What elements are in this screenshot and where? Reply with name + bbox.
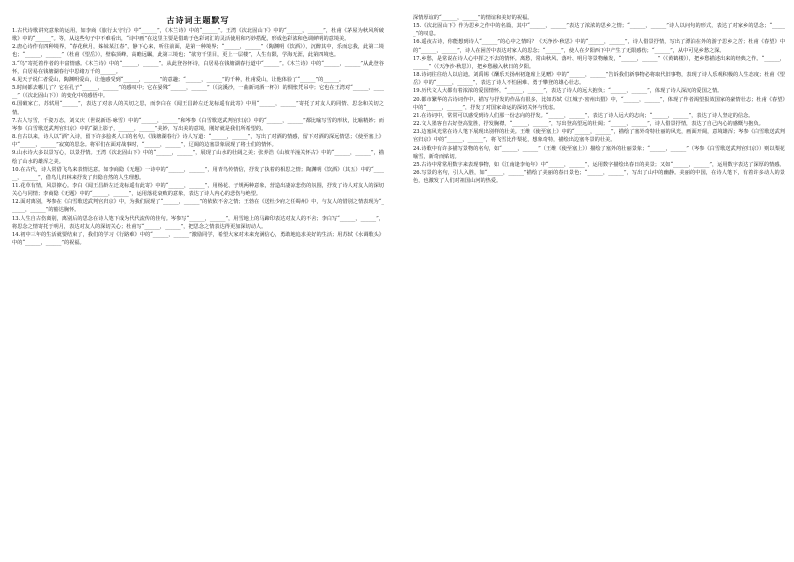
question-item: 24.诗歌中有许多描写景物的名句，如“______，______”（王维《使至塞上》）描绘了塞外的壮丽景象；“______，______”（岑参《白雪歌送武判官归京》）则以梨花喻雪，新奇而贴切。 (413, 145, 785, 160)
question-item: 7.古人写雪，千姿万态，刘义庆（世说新语·咏雪）中的“______，______”和岑参《白雪歌送武判官归京》中的“______，______”都比喻写雪的形状，比喻精妙；而岑参《白雪歌送武判官归京》中的“湖上影子，______，______”美妙，写出美的意境，刚好就是我们所希望的。 (12, 117, 384, 132)
question-item: 18.诗词往往给人以启迪。刘禹锡《酬乐天扬州初逢席上见赠》中的“______，______”告诉我们新事物必将取代旧事物，表现了诗人乐观积极的人生态度；杜甫《望岳》中的“______，______”，表达了诗人不怕困难、勇于攀登的雄心壮志。 (413, 72, 785, 87)
question-item: 深情厚谊的“______，______”的情谊和美好的祝福。 (413, 15, 533, 21)
question-item: 19.历代文人大都有着浓浓的爱国情怀，“______，______”，表达了诗人的远大抱负；“______，______”，体现了诗人深沉的爱国之情。 (413, 88, 723, 95)
page-title: 古诗词主题默写 (166, 15, 230, 25)
question-item: 4.见天子说仁者爱山，陶渊明爱山，让他感受到“______，______”的意趣；“______，______”的千种，杜甫爱山，让他体验了“______”的______。 (12, 76, 345, 83)
question-item: 25.古诗中常常用数字来表现事物，如《江南逢李龟年》中“______，______”，运用数字描绘出春日的美景；又如“______，______”，运用数字表达了深厚的情感。 (413, 161, 785, 168)
question-item: 20.都市繁华的古诗词作中，描写与抒发的作品有很多，比如苏轼《江城子·密州出猎》中，“______，______”，体现了作者渴望报效国家的豪情壮志；杜甫《春望》中的“______，______”，抒发了对国家命运的深切关怀与忧虑。 (413, 96, 785, 111)
question-item: 16.遥夜古诗，你能想到诗人“______”的心中之情吗？《天净沙·秋思》中的“______，______”，诗人借景抒情，写出了漂泊在外的游子思乡之苦；杜甫《春望》中的“______，______”，诗人在困苦中表达对家人的思念；“______”，使人在夕阳西下中产生了无限感伤；“______”，从中可见乡愁之深。 (413, 39, 785, 54)
question-item: 1.古代诗歌讲究意象的运用，如李商《旅行太守行》中“______”，《木兰诗》中的“______”。王湾《次北固山下》中的“______，______”，杜甫《茅屋为秋风所破歌》中的“______”。等，从这些句子中不难看出，“诗中画”在这里主要是借助于色彩词汇的灵活使用和巧妙搭配，形成色彩浓和色调鲜明的意境美。 (12, 28, 384, 43)
question-item: 11.花草有情，风景撩心。李白《闻王昌龄左迁龙标遥有此寄》中的“______，______”，用杨花、子规两种意象，营造出凄凉悲伤的氛围，抒发了诗人对友人的深切关心与同情；李商隐《无题》中的“______，______”，运用落花衰败的意象，表达了诗人内心的悲伤与绝望。 (12, 182, 384, 198)
question-item: 8.自古以来，诗人以“酒”入诗，留下许多脍炙人口的名句。《钱塘湖春行》诗人写道：“______，______”，写出了对酒的情感，留下对酒的深远情思；《使至塞上》中“______，______”寂寞的思念。将军们在面对战事时，“______，______”，辽阔的边塞景象展现了将士们的情怀。 (12, 134, 384, 149)
right-column (413, 14, 785, 185)
question-item: 2.唐心诗作有四种境界，“春花秋月，姊妹某江春”，静下心来，听往前面，是第一种境界；“______，______”（陶渊明《饮酒》），沉醉其中，乐而忘我，此第二境也；“______，______”（杜甫《望岳》），壁临顶峰，高瞻远瞩，此第三境也；“欲穷千里目，更上一层楼”，人生有限，学海无涯，此第四境也。 (12, 44, 384, 59)
question-item: 14.初中三年的生活就要结束了，我们的学习《行路难》中的“______，______”激励同学，希望大家对未来充满信心，勇敢地追求美好的生活；用苏轼《水调歌头》中的“______，______”的祝福。 (12, 231, 384, 247)
question-item: 10.在古代，诗人常借飞鸟来表情达意。如李商隐《无题》一诗中的“______，______”，用青鸟传情信，抒发了执着的相思之情；陶渊明《饮酒》（其五）中的“______，______”，借鸟儿归林来抒发了归隐自然的人生理想。 (12, 166, 384, 181)
question-item: 9.山水诗大多以景写心，以景抒情。王湾《次北固山下》中的“______，______”，展现了山水的壮阔之美；张养浩《山坡羊潼关怀古》中的“______，______”，描绘了山水的雄浑之美。 (12, 150, 384, 165)
question-item: 5.时间都去哪儿了？它在孔子“______，______”的感叹中；它在晏殊“______，______”（《浣溪沙，一曲新词酒一杯》）的惆怅凭吊中；它也在王湾对“______，______”（《次北固山下》）的变化中的感悟中。 (12, 85, 384, 100)
question-item: 21.在诗词中，常常可以感受到诗人们那一份志向的抒发。“______，______”，表达了诗人远大的志向；“______，______”，表达了诗人坚定的信念。 (413, 112, 754, 119)
question-item: 22.文人墨客自古好登高览胜，抒发胸襟，“______，______”，写出登高望远的壮阔；“______，______”，诗人借景抒情，表达了自己内心的感慨与抱负。 (413, 121, 764, 128)
question-item: 17.乡愁，是常说在诗人心中挥之不去的情怀。离愁，常由秋风、落叶、明月等景物触发，“______，______”（《黄鹤楼》），把乡愁描述出来的经典之作。“______，______”（《天净沙·秋思》），把乡愁融入秋日的夕阳。 (413, 55, 785, 70)
question-item: 13.人生自古伤离别，离别后的思念在诗人笔下成为代代流传的佳句。岑参写“______，______”，用雪地上的马蹄印表达对友人的不舍；李白写“______，______”，将思念之情寄托于明月，表达对友人的深切关心；杜甫写“______，______”，把思念之情表达得更加深切动人。 (12, 215, 384, 230)
question-item: 26.写景的名句，引人入胜，如“______，______”描绘了美丽的春日景色；“______，______”，写出了山中的幽静。美丽的中国，在诗人笔下，有着许多动人的景色，也激发了人们对祖国山河的热爱。 (413, 169, 785, 185)
question-item: 15.《次北固山下》作为思乡之作中的名篇，其中“______，______”表达了浓浓的思乡之情；“______，______”诗人以问句的形式，表达了对家乡的思念；“______”的叹息。 (413, 23, 785, 38)
question-item: 6.国破家亡，苏轼用“______”，表达了对亲人的关切之思，而李白在《闻王昌龄左迁龙标遥有此寄》中用“______，______”寄托了对友人的同情、思念和关切之情。 (12, 101, 384, 116)
question-item: 3.“鸟”寄托着作者的丰富情感。《木兰诗》中的“______，______”。从此登谷怀诗，白居易在钱塘湖春行道中“______”。《木兰诗》中的“______，______”从此登谷怀，白居易在钱塘湖春行中思绪万千的______。 (12, 60, 384, 75)
question-item: 23.边塞风光常在诗人笔下展现出别样的壮美。王维《使至塞上》中的“______，______”，描绘了塞外奇特壮丽的风光，画面开阔，意境雄浑；岑参《白雪歌送武判官归京》中的“______，______”，将飞雪比作梨花，想象奇特，描绘出边塞冬景的壮美。 (413, 129, 785, 144)
question-item: 12.面对离别，岑参在《白雪歌送武判官归京》中，为我们展现了“______，______”的依依不舍之情；王勃在《送杜少府之任蜀州》中，与友人的惜别之情表现为“______，______”的豁达胸怀。 (12, 199, 384, 214)
left-column (12, 14, 384, 247)
